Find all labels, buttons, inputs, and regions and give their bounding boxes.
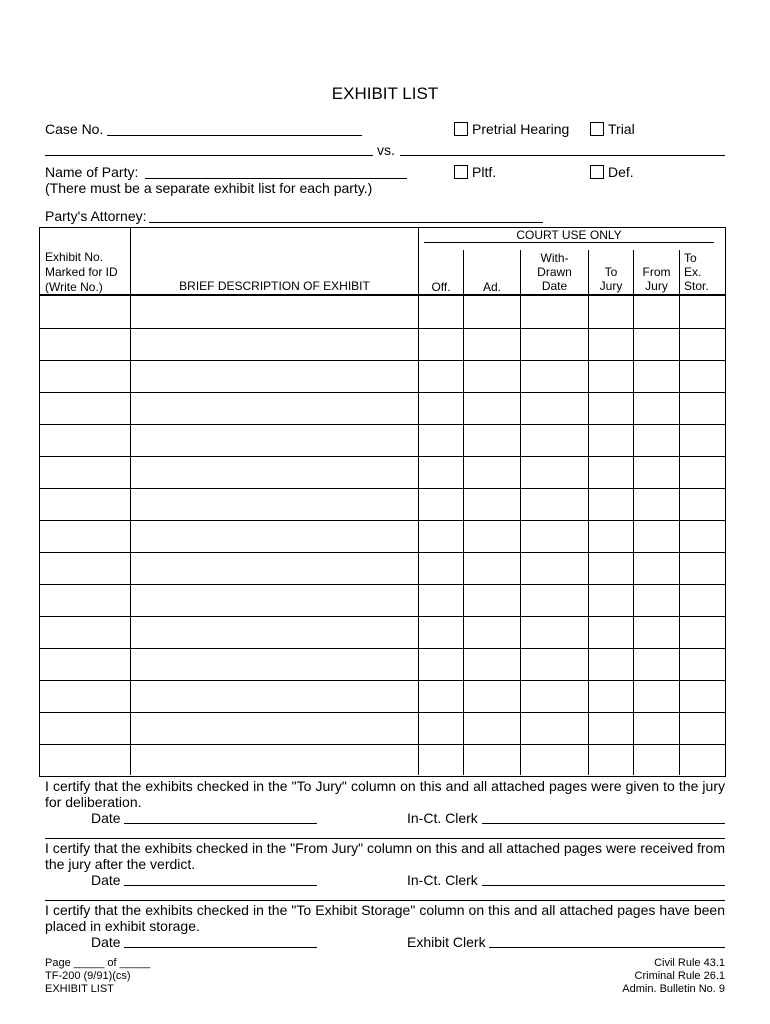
table-cell-description[interactable] [131,425,417,455]
table-cell-withdrawn[interactable] [521,553,587,583]
table-cell-withdrawn[interactable] [521,393,587,423]
table-cell-to_jury[interactable] [589,649,632,679]
table-cell-off[interactable] [419,457,462,487]
table-cell-to_ex_stor[interactable] [680,553,724,583]
table-cell-exhibit_no[interactable] [40,681,129,711]
table-cell-off[interactable] [419,329,462,359]
table-cell-ad[interactable] [464,329,519,359]
admin-bulletin: Admin. Bulletin No. 9 [622,983,725,995]
table-cell-description[interactable] [131,361,417,391]
certification-storage-text: I certify that the exhibits checked in the "To Exhibit Storage" column on this and all attached pages have been placed in exhibit storage. [45,902,725,934]
table-cell-withdrawn[interactable] [521,297,587,327]
table-cell-withdrawn[interactable] [521,713,587,743]
table-cell-to_jury[interactable] [589,393,632,423]
table-cell-description[interactable] [131,297,417,327]
date-field-storage[interactable] [124,947,317,948]
case-no-field[interactable] [107,135,362,136]
trial-checkbox[interactable] [590,122,604,136]
table-cell-ad[interactable] [464,425,519,455]
page-title: EXHIBIT LIST [331,84,439,103]
table-cell-ad[interactable] [464,745,519,775]
table-cell-to_ex_stor[interactable] [680,457,724,487]
table-cell-exhibit_no[interactable] [40,329,129,359]
civil-rule: Civil Rule 43.1 [654,957,725,969]
vs-label: vs. [377,142,395,158]
table-cell-description[interactable] [131,745,417,775]
table-cell-to_jury[interactable] [589,457,632,487]
table-cell-to_ex_stor[interactable] [680,617,724,647]
table-cell-from_jury[interactable] [634,585,678,615]
table-cell-to_ex_stor[interactable] [680,713,724,743]
table-cell-exhibit_no[interactable] [40,521,129,551]
criminal-rule: Criminal Rule 26.1 [634,970,725,982]
table-cell-from_jury[interactable] [634,393,678,423]
table-cell-from_jury[interactable] [634,297,678,327]
table-cell-from_jury[interactable] [634,457,678,487]
col-header-off: Off. [431,280,451,294]
clerk-field-storage[interactable] [489,947,725,948]
table-cell-description[interactable] [131,489,417,519]
clerk-field-from-jury[interactable] [482,885,725,886]
date-label: Date [91,934,121,950]
table-cell-to_ex_stor[interactable] [680,297,724,327]
col-header-description: BRIEF DESCRIPTION OF EXHIBIT [179,279,370,293]
table-cell-off[interactable] [419,745,462,775]
attorney-field[interactable] [149,222,543,223]
table-cell-withdrawn[interactable] [521,489,587,519]
table-cell-ad[interactable] [464,521,519,551]
table-cell-description[interactable] [131,521,417,551]
table-cell-withdrawn[interactable] [521,585,587,615]
in-ct-clerk-label: In-Ct. Clerk [407,872,478,888]
table-cell-to_jury[interactable] [589,329,632,359]
def-label: Def. [608,164,634,180]
table-cell-to_jury[interactable] [589,425,632,455]
table-cell-exhibit_no[interactable] [40,617,129,647]
case-no-label: Case No. [45,121,104,137]
table-cell-to_jury[interactable] [589,681,632,711]
table-cell-description[interactable] [131,713,417,743]
table-cell-from_jury[interactable] [634,713,678,743]
table-cell-withdrawn[interactable] [521,521,587,551]
table-cell-to_jury[interactable] [589,553,632,583]
table-cell-off[interactable] [419,393,462,423]
table-cell-withdrawn[interactable] [521,329,587,359]
date-field-from-jury[interactable] [124,885,317,886]
certification-to-jury-text: I certify that the exhibits checked in the "To Jury" column on this and all attached pages were given to the jury for deliberation. [45,778,725,810]
table-cell-description[interactable] [131,617,417,647]
date-label: Date [91,872,121,888]
table-cell-ad[interactable] [464,681,519,711]
table-cell-off[interactable] [419,425,462,455]
table-cell-exhibit_no[interactable] [40,553,129,583]
table-cell-off[interactable] [419,489,462,519]
table-cell-ad[interactable] [464,553,519,583]
table-cell-to_jury[interactable] [589,361,632,391]
name-of-party-field[interactable] [145,178,407,179]
table-cell-description[interactable] [131,681,417,711]
table-cell-off[interactable] [419,617,462,647]
in-ct-clerk-label: In-Ct. Clerk [407,810,478,826]
col-header-ad: Ad. [482,280,501,294]
table-cell-ad[interactable] [464,649,519,679]
col-header-to-jury: To Jury [599,265,623,293]
table-cell-ad[interactable] [464,457,519,487]
table-cell-description[interactable] [131,585,417,615]
table-cell-from_jury[interactable] [634,553,678,583]
col-header-exhibit-no: Exhibit No. Marked for ID (Write No.) [45,250,118,294]
court-use-only-label: COURT USE ONLY [516,228,622,242]
plaintiff-party-field[interactable] [45,155,373,156]
table-cell-description[interactable] [131,329,417,359]
table-cell-exhibit_no[interactable] [40,425,129,455]
table-cell-from_jury[interactable] [634,681,678,711]
footer-left [45,957,150,996]
table-cell-ad[interactable] [464,361,519,391]
col-header-from-jury: From Jury [642,265,671,293]
table-cell-to_jury[interactable] [589,745,632,775]
table-cell-off[interactable] [419,297,462,327]
pretrial-hearing-label: Pretrial Hearing [472,121,570,137]
table-cell-ad[interactable] [464,617,519,647]
date-field-to-jury[interactable] [124,823,317,824]
table-cell-ad[interactable] [464,297,519,327]
table-cell-from_jury[interactable] [634,329,678,359]
table-cell-withdrawn[interactable] [521,617,587,647]
clerk-field-to-jury[interactable] [482,823,725,824]
table-cell-from_jury[interactable] [634,361,678,391]
table-cell-from_jury[interactable] [634,521,678,551]
table-cell-ad[interactable] [464,713,519,743]
def-checkbox[interactable] [590,165,604,179]
table-cell-withdrawn[interactable] [521,649,587,679]
table-cell-to_jury[interactable] [589,713,632,743]
table-cell-exhibit_no[interactable] [40,585,129,615]
table-cell-to_jury[interactable] [589,521,632,551]
table-cell-to_jury[interactable] [589,585,632,615]
form-name: EXHIBIT LIST [45,983,114,995]
separate-list-note: (There must be a separate exhibit list for each party.) [45,180,373,196]
form-number: TF-200 (9/91)(cs) [45,970,131,982]
table-cell-to_ex_stor[interactable] [680,489,724,519]
table-cell-to_ex_stor[interactable] [680,745,724,775]
table-cell-off[interactable] [419,585,462,615]
name-of-party-label: Name of Party: [45,164,139,180]
table-cell-off[interactable] [419,521,462,551]
table-cell-exhibit_no[interactable] [40,393,129,423]
table-cell-exhibit_no[interactable] [40,297,129,327]
table-cell-to_jury[interactable] [589,297,632,327]
table-cell-ad[interactable] [464,585,519,615]
table-cell-to_jury[interactable] [589,489,632,519]
table-cell-from_jury[interactable] [634,425,678,455]
table-cell-description[interactable] [131,553,417,583]
table-cell-from_jury[interactable] [634,745,678,775]
table-cell-exhibit_no[interactable] [40,713,129,743]
table-cell-exhibit_no[interactable] [40,361,129,391]
exhibit-clerk-label: Exhibit Clerk [407,934,486,950]
pltf-checkbox[interactable] [454,165,468,179]
table-cell-exhibit_no[interactable] [40,649,129,679]
table-cell-description[interactable] [131,649,417,679]
table-cell-withdrawn[interactable] [521,457,587,487]
header-divider [39,294,726,296]
table-cell-description[interactable] [131,457,417,487]
col-header-to-ex-stor: To Ex. Stor. [684,251,709,293]
table-cell-to_ex_stor[interactable] [680,361,724,391]
table-cell-ad[interactable] [464,489,519,519]
col-header-withdrawn: With- Drawn Date [537,251,572,293]
table-cell-off[interactable] [419,713,462,743]
table-cell-to_jury[interactable] [589,617,632,647]
table-cell-withdrawn[interactable] [521,681,587,711]
table-cell-withdrawn[interactable] [521,425,587,455]
table-cell-exhibit_no[interactable] [40,489,129,519]
table-cell-ad[interactable] [464,393,519,423]
table-cell-off[interactable] [419,681,462,711]
date-label: Date [91,810,121,826]
table-cell-exhibit_no[interactable] [40,745,129,775]
table-cell-description[interactable] [131,393,417,423]
table-cell-to_ex_stor[interactable] [680,425,724,455]
page-count: Page _____ of _____ [45,957,151,969]
table-cell-from_jury[interactable] [634,489,678,519]
table-cell-to_ex_stor[interactable] [680,329,724,359]
table-cell-exhibit_no[interactable] [40,457,129,487]
trial-label: Trial [608,121,635,137]
section-divider [45,900,725,901]
pretrial-hearing-checkbox[interactable] [454,122,468,136]
table-cell-withdrawn[interactable] [521,745,587,775]
defendant-party-field[interactable] [400,155,725,156]
table-cell-off[interactable] [419,553,462,583]
court-use-divider [424,242,714,243]
table-cell-off[interactable] [419,361,462,391]
table-cell-off[interactable] [419,649,462,679]
table-cell-to_ex_stor[interactable] [680,521,724,551]
section-divider [45,838,725,839]
certification-from-jury-text: I certify that the exhibits checked in the "From Jury" column on this and all attached pages were received from the jury after the verdict. [45,840,725,872]
pltf-label: Pltf. [472,164,497,180]
table-cell-to_ex_stor[interactable] [680,649,724,679]
attorney-label: Party's Attorney: [45,208,147,224]
table-cell-to_ex_stor[interactable] [680,393,724,423]
table-cell-to_ex_stor[interactable] [680,585,724,615]
footer-right [622,957,725,996]
table-cell-to_ex_stor[interactable] [680,681,724,711]
table-cell-withdrawn[interactable] [521,361,587,391]
table-cell-from_jury[interactable] [634,649,678,679]
table-cell-from_jury[interactable] [634,617,678,647]
